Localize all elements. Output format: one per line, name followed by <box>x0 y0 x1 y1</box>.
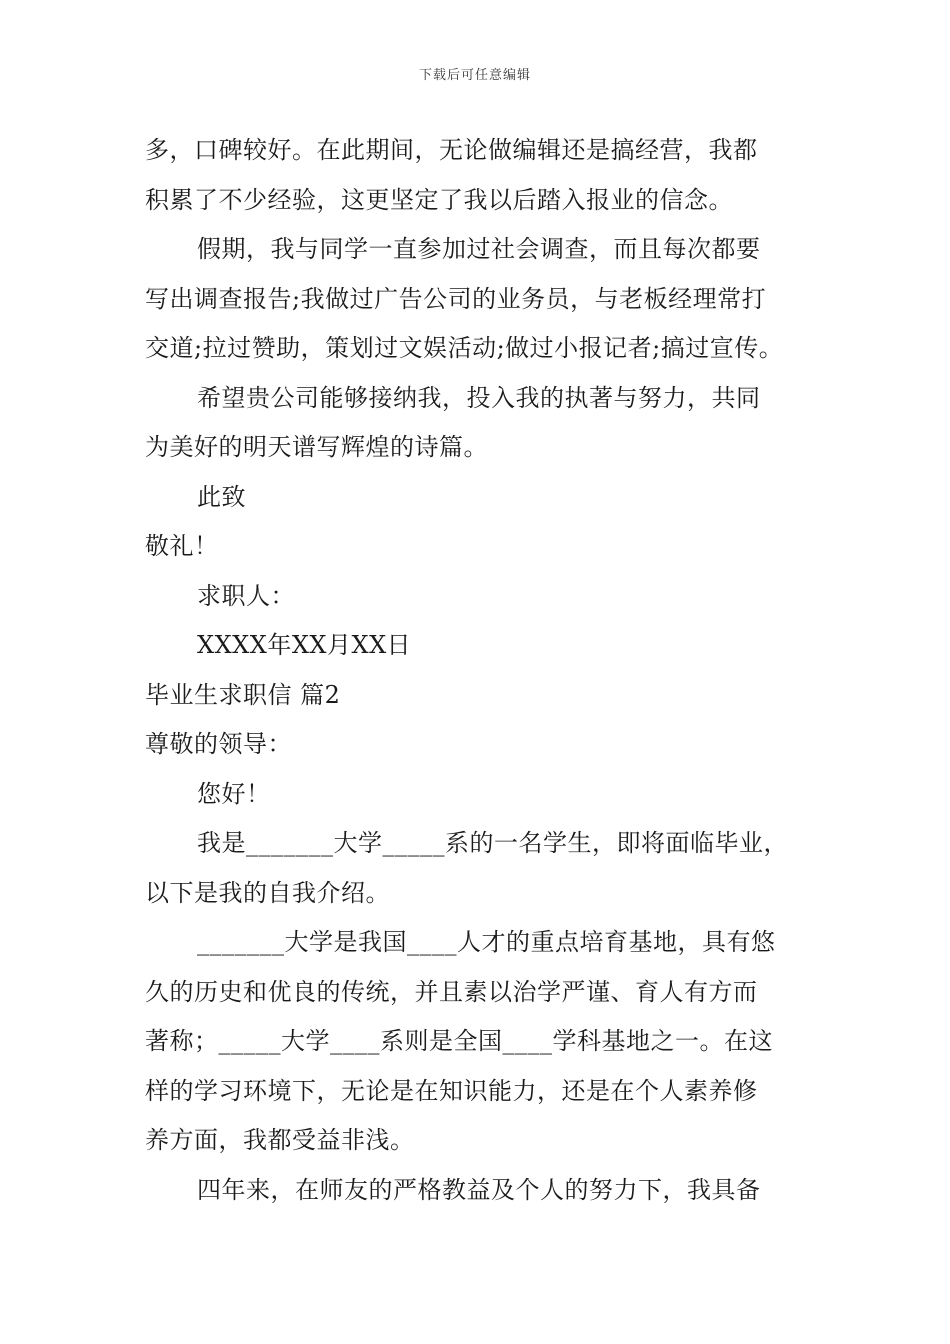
closing-line: 此致 <box>197 482 246 511</box>
text-line: 以下是我的自我介绍。 <box>145 878 390 907</box>
greeting-line: 您好！ <box>197 779 271 808</box>
text-line: 养方面，我都受益非浅。 <box>145 1126 415 1154</box>
text-line: 积累了不少经验，这更坚定了我以后踏入报业的信念。 <box>145 185 733 214</box>
text-line: 样的学习环境下，无论是在知识能力，还是在个人素养修 <box>145 1076 758 1105</box>
text-line: _______大学是我国____人才的重点培育基地，具有悠 <box>197 928 776 956</box>
date-line: XXXX年XX月XX日 <box>197 631 412 659</box>
text-line: 四年来，在师友的严格教益及个人的努力下，我具备 <box>197 1175 761 1204</box>
text-line: 假期，我与同学一直参加过社会调查，而且每次都要 <box>197 235 761 263</box>
page-header: 下载后可任意编辑 <box>418 68 531 83</box>
text-line: 我是_______大学_____系的一名学生，即将面临毕业， <box>197 829 788 857</box>
section-title: 毕业生求职信 篇2 <box>145 680 341 709</box>
text-line: 写出调查报告;我做过广告公司的业务员，与老板经理常打 <box>145 284 767 313</box>
document-body <box>145 126 825 1215</box>
text-line: 著称；_____大学____系则是全国____学科基地之一。在这 <box>145 1027 773 1055</box>
text-line: 久的历史和优良的传统，并且素以治学严谨、育人有方而 <box>145 977 758 1006</box>
salutation-line: 敬礼！ <box>145 532 219 560</box>
greeting-line: 尊敬的领导： <box>145 730 292 758</box>
text-line: 多，口碑较好。在此期间，无论做编辑还是搞经营，我都 <box>145 136 758 164</box>
text-line: 希望贵公司能够接纳我，投入我的执著与努力，共同 <box>197 383 761 412</box>
signature-label: 求职人： <box>197 581 295 610</box>
text-line: 为美好的明天谱写辉煌的诗篇。 <box>145 433 488 461</box>
text-line: 交道;拉过赞助，策划过文娱活动;做过小报记者;搞过宣传。 <box>145 334 784 362</box>
